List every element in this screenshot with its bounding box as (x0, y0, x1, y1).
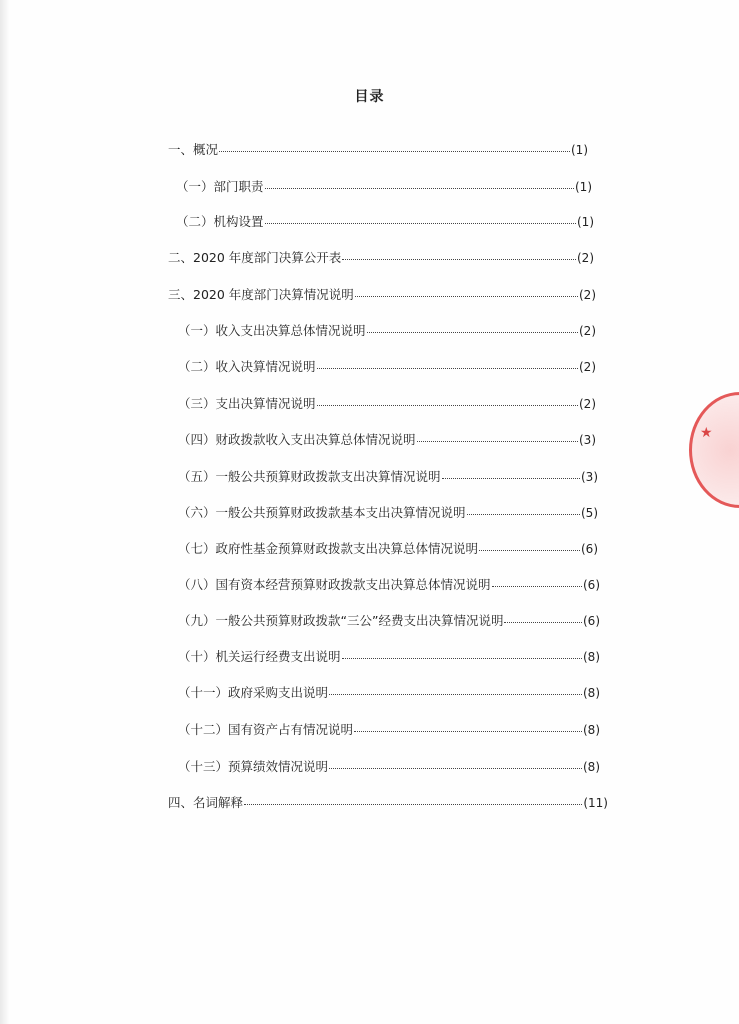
toc-leader-dots (317, 358, 578, 369)
toc-entry-label: （五）一般公共预算财政拨款支出决算情况说明 (178, 469, 441, 484)
toc-entry-label: （二）机构设置 (176, 214, 264, 229)
toc-entry[interactable] (178, 468, 598, 486)
toc-leader-dots (265, 178, 574, 189)
toc-leader-dots (219, 141, 570, 152)
toc-leader-dots (265, 213, 576, 224)
toc-entry-label: （十）机关运行经费支出说明 (178, 649, 341, 664)
toc-entry[interactable] (178, 648, 600, 666)
red-seal-stamp (689, 392, 739, 508)
toc-page-number: (1) (571, 143, 588, 157)
toc-entry[interactable] (178, 395, 596, 413)
toc-entry-label: （六）一般公共预算财政拨款基本支出决算情况说明 (178, 505, 466, 520)
toc-page-number: (2) (577, 251, 594, 265)
toc-entry[interactable] (178, 721, 600, 739)
toc-entry[interactable] (178, 540, 598, 558)
toc-page-number: (8) (583, 723, 600, 737)
toc-page-number: (2) (579, 397, 596, 411)
toc-leader-dots (354, 721, 582, 732)
toc-page-number: (3) (579, 433, 596, 447)
toc-page-number: (6) (583, 578, 600, 592)
toc-leader-dots (417, 431, 578, 442)
seal-lettering: ★ (700, 425, 713, 441)
toc-entry[interactable] (168, 249, 594, 267)
toc-entry[interactable] (178, 576, 600, 594)
toc-entry-label: （十二）国有资产占有情况说明 (178, 722, 354, 737)
toc-entry[interactable] (178, 684, 600, 702)
toc-leader-dots (504, 612, 582, 623)
toc-leader-dots (479, 540, 580, 551)
toc-page-number: (1) (575, 180, 592, 194)
toc-entry-label: 三、2020 年度部门决算情况说明 (168, 287, 354, 302)
toc-page-number: (1) (577, 215, 594, 229)
toc-entry-label: （二）收入决算情况说明 (178, 359, 316, 374)
toc-page-number: (11) (583, 796, 608, 810)
toc-entry-label: （一）部门职责 (176, 179, 264, 194)
toc-entry[interactable] (178, 358, 596, 376)
toc-entry-label: 一、概况 (168, 142, 219, 157)
toc-entry-label: （九）一般公共预算财政拨款“三公”经费支出决算情况说明 (178, 613, 504, 628)
toc-entry[interactable] (178, 612, 600, 630)
toc-entry-label: （十三）预算绩效情况说明 (178, 759, 329, 774)
toc-leader-dots (329, 684, 582, 695)
toc-entry-label: （三）支出决算情况说明 (178, 396, 316, 411)
toc-entry[interactable] (176, 213, 594, 231)
toc-entry-label: （八）国有资本经营预算财政拨款支出决算总体情况说明 (178, 577, 491, 592)
toc-leader-dots (492, 576, 582, 587)
toc-entry-label: （十一）政府采购支出说明 (178, 685, 329, 700)
toc-page-number: (6) (583, 614, 600, 628)
toc-entry[interactable] (176, 178, 592, 196)
toc-leader-dots (317, 395, 578, 406)
toc-entry-label: 二、2020 年度部门决算公开表 (168, 250, 342, 265)
toc-leader-dots (329, 758, 582, 769)
toc-leader-dots (342, 648, 582, 659)
toc-entry[interactable] (168, 794, 608, 812)
toc-page-number: (3) (581, 470, 598, 484)
toc-leader-dots (355, 286, 578, 297)
toc-page-number: (8) (583, 650, 600, 664)
toc-entry[interactable] (178, 758, 600, 776)
toc-page-number: (8) (583, 686, 600, 700)
toc-entry-label: （七）政府性基金预算财政拨款支出决算总体情况说明 (178, 541, 479, 556)
toc-entry-label: 四、名词解释 (168, 795, 244, 810)
toc-leader-dots (442, 468, 580, 479)
toc-page-number: (8) (583, 760, 600, 774)
toc-leader-dots (244, 794, 582, 805)
toc-page-number: (2) (579, 288, 596, 302)
toc-leader-dots (367, 322, 578, 333)
toc-entry[interactable] (178, 431, 596, 449)
toc-page-number: (6) (581, 542, 598, 556)
toc-leader-dots (467, 504, 580, 515)
toc-entry[interactable] (168, 141, 588, 159)
toc-page-number: (2) (579, 360, 596, 374)
scan-shadow-edge (0, 0, 10, 1024)
toc-leader-dots (342, 249, 576, 260)
toc-entry[interactable] (178, 504, 598, 522)
page-title: 目录 (354, 89, 385, 105)
toc-entry-label: （四）财政拨款收入支出决算总体情况说明 (178, 432, 416, 447)
toc-page-number: (5) (581, 506, 598, 520)
toc-entry-label: （一）收入支出决算总体情况说明 (178, 323, 366, 338)
toc-entry[interactable] (178, 322, 596, 340)
toc-page-number: (2) (579, 324, 596, 338)
toc-entry[interactable] (168, 286, 596, 304)
